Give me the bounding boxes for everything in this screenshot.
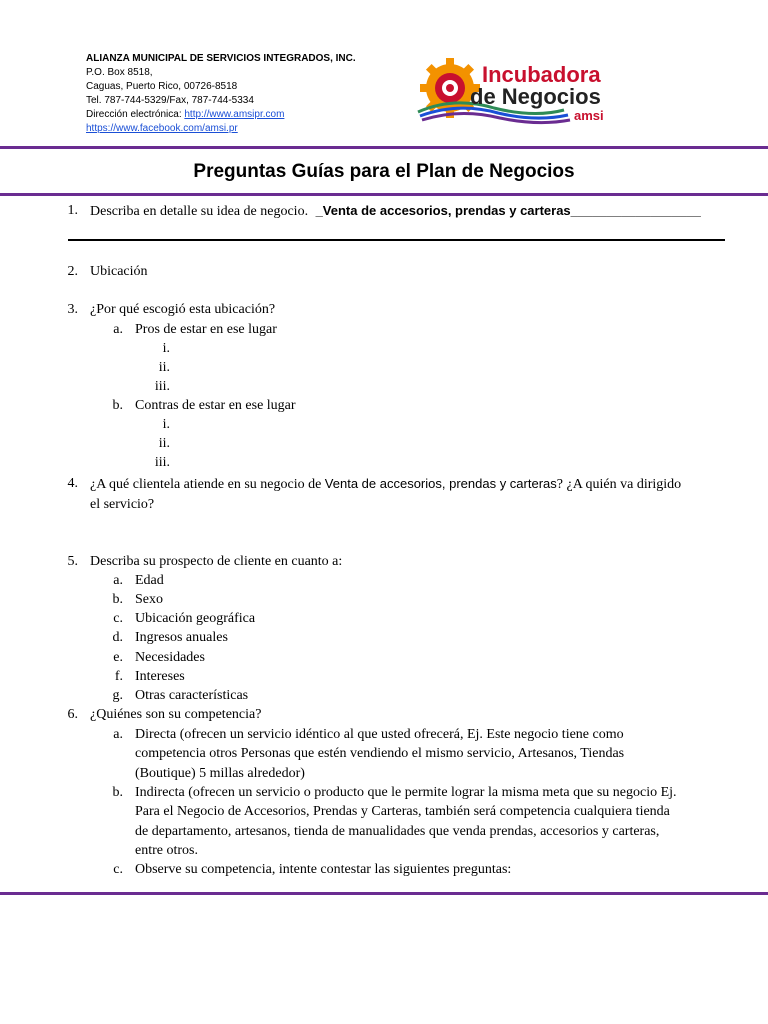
question-text: Describa en detalle su idea de negocio. [90,204,309,219]
question-number: 5. [67,554,78,569]
question-text: ¿A qué clientela atiende en su negocio de [90,477,325,492]
question-number: 6. [67,707,78,722]
sub-item-letter: a. [113,322,123,337]
roman-numeral: ii. [158,360,170,375]
question-text: Describa su prospecto de cliente en cuanto a: [90,554,343,569]
question-text: Ubicación [90,264,148,279]
logo-text-line1: Incubadora [482,62,601,87]
item-letter: a. [113,573,123,588]
item-letter: a. [113,727,123,742]
item-letter: f. [114,669,123,684]
incubadora-logo [414,58,614,128]
top-divider [0,146,768,149]
item-letter: d. [112,630,123,645]
business-name: Venta de accesorios, prendas y carteras [324,476,557,491]
roman-numeral: iii. [154,455,170,470]
item-letter: b. [112,592,123,607]
item-text-line: (Boutique) 5 millas alrededor) [135,766,305,781]
question-number: 1. [67,203,78,218]
item-text: Edad [135,573,164,588]
phone-line: Tel. 787-744-5329/Fax, 787-744-5334 [86,95,254,106]
roman-numeral: ii. [158,436,170,451]
item-text-line: Para el Negocio de Accesorios, Prendas y Carteras, también será competencia cualquiera tienda [135,804,670,819]
question-text-continued: ? ¿A quién va dirigido [556,477,682,492]
item-text-line: entre otros. [135,843,198,858]
item-text-line: Directa (ofrecen un servicio idéntico al que usted ofrecerá, Ej. Este negocio tiene como [135,727,624,742]
item-letter: g. [112,688,123,703]
letterhead [86,52,356,136]
item-text: Observe su competencia, intente contestar las siguientes preguntas: [135,862,512,877]
roman-numeral: i. [162,341,170,356]
item-text: Otras características [135,688,249,703]
email-label: Dirección electrónica: [86,109,185,120]
roman-numeral: i. [162,417,170,432]
item-text: Sexo [135,592,163,607]
sub-item-letter: b. [112,398,123,413]
logo-text-line2: de Negocios [470,84,601,109]
item-letter: b. [112,785,123,800]
website-link[interactable]: http://www.amsipr.com [184,109,285,120]
sub-item-text: Pros de estar en ese lugar [135,322,277,337]
organization-name: ALIANZA MUNICIPAL DE SERVICIOS INTEGRADOS, INC. [86,53,356,64]
gear-logo-icon [414,58,614,128]
answer-field[interactable]: _Venta de accesorios, prendas y carteras__________________ [315,203,701,218]
item-text-line: competencia otros Personas que estén vendiendo el mismo servicio, Artesanos, Tiendas [135,746,625,761]
answer-line [68,239,725,241]
bottom-divider [0,892,768,895]
facebook-link[interactable]: https://www.facebook.com/amsi.pr [86,123,238,134]
question-text: ¿Por qué escogió esta ubicación? [90,302,276,317]
item-letter: c. [113,862,123,877]
question-text: el servicio? [90,497,155,512]
title-divider [0,193,768,196]
logo-text-line3: amsi [574,108,604,123]
item-text-line: Indirecta (ofrecen un servicio o producto que le permite lograr la misma meta que su negocio Ej. [135,785,677,800]
question-text: ¿Quiénes son su competencia? [90,707,262,722]
item-text: Ingresos anuales [135,630,228,645]
item-letter: e. [113,650,123,665]
question-number: 4. [67,476,78,491]
address-line-1: P.O. Box 8518, [86,67,153,78]
item-letter: c. [113,611,123,626]
question-number: 3. [67,302,78,317]
item-text: Necesidades [135,650,205,665]
item-text: Ubicación geográfica [135,611,256,626]
email-line [86,108,356,122]
address-line-2: Caguas, Puerto Rico, 00726-8518 [86,81,238,92]
item-text: Intereses [135,669,185,684]
roman-numeral: iii. [154,379,170,394]
question-number: 2. [67,264,78,279]
sub-item-text: Contras de estar en ese lugar [135,398,296,413]
item-text-line: de departamento, artesanos, tienda de manualidades que venda prendas, accesorios y carteras, [135,824,660,839]
page-title: Preguntas Guías para el Plan de Negocios [193,161,575,182]
